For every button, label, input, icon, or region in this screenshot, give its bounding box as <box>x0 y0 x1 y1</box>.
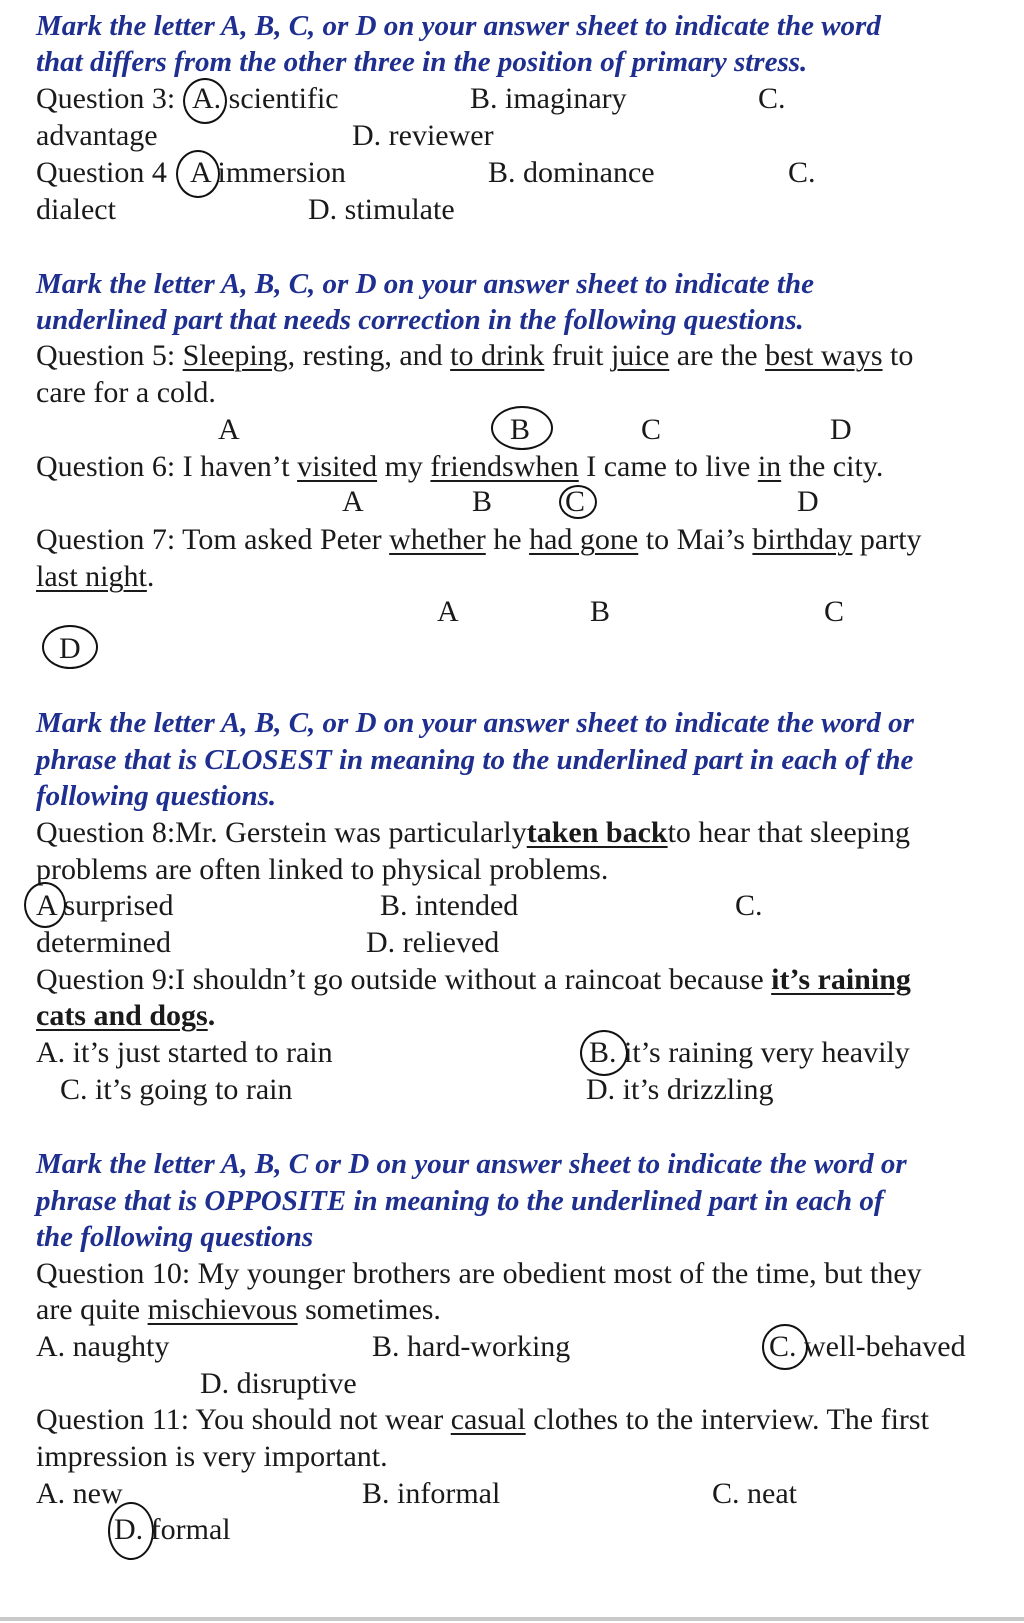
question-7-sentence: Question 7: Tom asked Peter whether he had gone to Mai’s birthday party <box>36 523 922 556</box>
section-4-instruction-line-2: phrase that is OPPOSITE in meaning to the underlined part in each of <box>36 1185 884 1217</box>
question-8-option-b: B. intended <box>380 889 519 922</box>
answer-circle-q3 <box>183 78 227 124</box>
question-10-option-d: D. disruptive <box>200 1367 357 1400</box>
question-11-option-a: A. new <box>36 1477 123 1510</box>
question-6-label-d: D <box>797 485 819 518</box>
question-10-sentence: Question 10: My younger brothers are obedient most of the time, but they <box>36 1257 922 1290</box>
section-2-instruction-line-2: underlined part that needs correction in the following questions. <box>36 304 804 336</box>
question-4-option-d: D. stimulate <box>308 193 455 226</box>
section-4-instruction-line-3: the following questions <box>36 1221 314 1253</box>
question-3-option-a: A. scientific <box>192 82 339 115</box>
question-7-label-c: C <box>824 595 845 628</box>
answer-circle-q6 <box>559 485 597 519</box>
bottom-divider <box>0 1617 1024 1621</box>
question-11-sentence-line-2: impression is very important. <box>36 1440 388 1473</box>
question-6-label-c: C <box>565 485 586 518</box>
section-3-instruction-line-2: phrase that is CLOSEST in meaning to the underlined part in each of the <box>36 744 914 776</box>
question-4-option-a: A immersion <box>190 156 346 189</box>
question-4-option-b: B. dominance <box>488 156 655 189</box>
question-11-option-c: C. neat <box>712 1477 797 1510</box>
question-10-option-c: C. well-behaved <box>769 1330 966 1363</box>
question-8-option-d: D. relieved <box>366 926 500 959</box>
answer-circle-q9 <box>580 1030 628 1076</box>
question-8-option-c: C. <box>735 889 763 922</box>
question-11-sentence: Question 11: You should not wear casual clothes to the interview. The first <box>36 1403 929 1436</box>
question-4-prefix: Question 4 <box>36 156 167 189</box>
question-6-label-b: B <box>472 485 493 518</box>
section-1-instruction-line-2: that differs from the other three in the position of primary stress. <box>36 46 808 78</box>
question-6-label-a: A <box>342 485 364 518</box>
section-3-instruction-line-3: following questions. <box>36 780 277 812</box>
question-5-sentence: Question 5: Sleeping, resting, and to drink fruit juice are the best ways to <box>36 339 914 372</box>
question-8-option-a: A surprised <box>36 889 174 922</box>
section-4-instruction-line-1: Mark the letter A, B, C or D on your answer sheet to indicate the word or <box>36 1148 907 1180</box>
answer-circle-q8 <box>24 882 66 928</box>
question-7-label-d: D <box>59 632 81 665</box>
question-4-option-c-word: dialect <box>36 193 116 226</box>
question-6-sentence: Question 6: I haven’t visited my friendswhen I came to live in the city. <box>36 450 884 483</box>
question-9-option-d: D. it’s drizzling <box>586 1073 774 1106</box>
question-9-sentence-line-2: cats and dogs. <box>36 999 216 1032</box>
question-10-sentence-line-2: are quite mischievous sometimes. <box>36 1293 441 1326</box>
question-9-option-c: C. it’s going to rain <box>60 1073 293 1106</box>
question-3-option-b: B. imaginary <box>470 82 627 115</box>
question-7-sentence-line-2: last night. <box>36 560 155 593</box>
question-3-prefix: Question 3: <box>36 82 176 115</box>
question-5-label-a: A <box>218 413 240 446</box>
question-8-sentence-line-2: problems are often linked to physical problems. <box>36 853 609 886</box>
answer-circle-q4 <box>176 150 220 198</box>
question-7-label-b: B <box>590 595 611 628</box>
section-2-instruction-line-1: Mark the letter A, B, C, or D on your answer sheet to indicate the <box>36 268 814 300</box>
question-4-option-c: C. <box>788 156 816 189</box>
question-3-option-c-word: advantage <box>36 119 158 152</box>
question-10-option-a: A. naughty <box>36 1330 170 1363</box>
section-1-instruction-line-1: Mark the letter A, B, C, or D on your answer sheet to indicate the word <box>36 10 881 42</box>
question-5-label-b: B <box>510 413 531 446</box>
section-3-instruction-line-1: Mark the letter A, B, C, or D on your answer sheet to indicate the word or <box>36 707 914 739</box>
question-3-option-d: D. reviewer <box>352 119 494 152</box>
question-5-sentence-line-2: care for a cold. <box>36 376 216 409</box>
question-10-option-b: B. hard-working <box>372 1330 571 1363</box>
question-11-option-d: D. formal <box>114 1513 231 1546</box>
question-9-option-b: B. it’s raining very heavily <box>589 1036 910 1069</box>
question-9-sentence: Question 9:I shouldn’t go outside without a raincoat because it’s raining <box>36 963 911 996</box>
question-11-option-b: B. informal <box>362 1477 501 1510</box>
question-5-label-d: D <box>830 413 852 446</box>
answer-circle-q10 <box>762 1324 808 1370</box>
question-5-label-c: C <box>641 413 662 446</box>
answer-circle-q7 <box>42 625 98 669</box>
question-7-label-a: A <box>437 595 459 628</box>
answer-circle-q5 <box>491 406 553 450</box>
question-3-option-c: C. <box>758 82 786 115</box>
question-8-option-c-word: determined <box>36 926 171 959</box>
question-9-option-a: A. it’s just started to rain <box>36 1036 333 1069</box>
question-8-sentence: Question 8:Mr. Gerstein was particularlytaken backto hear that sleeping <box>36 816 911 849</box>
answer-circle-q11 <box>108 1502 154 1560</box>
